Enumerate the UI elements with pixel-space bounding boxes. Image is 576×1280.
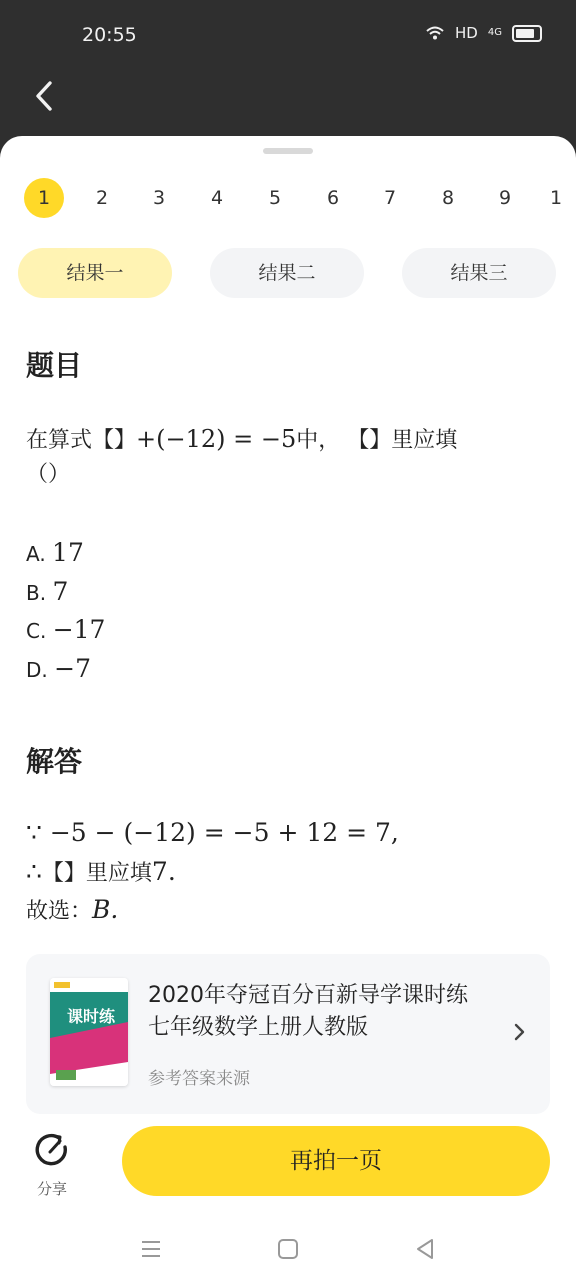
status-bar <box>0 0 576 72</box>
answer-line-1: ∵ −5 − (−12) = −5 + 12 = 7, <box>26 818 399 847</box>
page-tab-4[interactable]: 4 <box>210 187 224 209</box>
option-d-value: −7 <box>54 653 91 683</box>
page-tab-1[interactable]: 1 <box>24 178 64 218</box>
option-a-value: 17 <box>52 538 84 567</box>
wifi-icon <box>425 25 445 41</box>
page-number-tabs <box>24 178 576 218</box>
question-tail: 里应填 <box>391 428 458 453</box>
page-tab-7[interactable]: 7 <box>383 187 397 209</box>
question-suffix: 中， <box>296 428 341 453</box>
option-c-value: −17 <box>52 615 106 644</box>
answer-source-card[interactable] <box>26 954 550 1114</box>
page-tab-6[interactable]: 6 <box>326 187 340 209</box>
status-time: 20:55 <box>82 24 137 46</box>
question-prefix: 在算式 <box>26 428 93 453</box>
retake-page-button[interactable]: 再拍一页 <box>122 1126 550 1196</box>
page-tab-2[interactable]: 2 <box>95 187 109 209</box>
answer-text <box>26 814 399 930</box>
page-tab-3[interactable]: 3 <box>152 187 166 209</box>
system-navigation-bar <box>0 1226 576 1280</box>
answer-heading: 解答 <box>26 745 83 778</box>
question-bracket: 【】 <box>92 428 137 453</box>
result-tab-1[interactable]: 结果一 <box>18 248 172 298</box>
question-heading: 题目 <box>26 349 83 382</box>
answer-line-3: 故选：B. <box>26 895 119 924</box>
question-expression: +(−12) = −5 <box>136 425 297 453</box>
option-b: B. 7 <box>26 576 69 606</box>
result-tab-3[interactable]: 结果三 <box>402 248 556 298</box>
share-icon <box>32 1130 72 1170</box>
chevron-right-icon <box>512 1020 528 1044</box>
battery-icon <box>512 25 542 42</box>
source-book-title: 2020年夺冠百分百新导学课时练七年级数学上册人教版 <box>148 983 468 1040</box>
book-cover-image <box>50 978 128 1086</box>
menu-icon[interactable] <box>138 1236 164 1262</box>
source-label: 参考答案来源 <box>148 1069 250 1089</box>
share-label: 分享 <box>36 1180 67 1198</box>
answer-line-2: ∴【】里应填7. <box>26 856 176 886</box>
question-text <box>26 422 556 492</box>
result-sheet <box>0 136 576 1280</box>
page-tab-9[interactable]: 9 <box>498 187 512 209</box>
option-c: C. −17 <box>26 615 106 644</box>
home-icon[interactable] <box>275 1236 301 1262</box>
page-tab-5[interactable]: 5 <box>268 187 282 209</box>
therefore-symbol: ∴ <box>26 856 42 886</box>
option-d: D. −7 <box>26 653 91 683</box>
page-tab-8[interactable]: 8 <box>441 187 455 209</box>
share-button[interactable] <box>28 1126 76 1198</box>
question-paren: （） <box>26 462 71 487</box>
page-tab-10[interactable]: 1 <box>549 187 563 209</box>
option-b-value: 7 <box>52 576 69 606</box>
book-cover-title: 课时练 <box>66 1007 116 1026</box>
network-type-label: HD <box>455 24 478 42</box>
result-tab-2[interactable]: 结果二 <box>210 248 364 298</box>
back-nav-icon[interactable] <box>412 1236 438 1262</box>
question-bracket-2: 【】 <box>347 428 392 453</box>
option-a: A. 17 <box>26 538 84 567</box>
back-button[interactable] <box>28 78 64 114</box>
question-options <box>26 534 105 688</box>
status-icons <box>425 24 542 42</box>
drag-handle[interactable] <box>263 148 313 154</box>
signal-icon: 4G <box>487 27 502 38</box>
